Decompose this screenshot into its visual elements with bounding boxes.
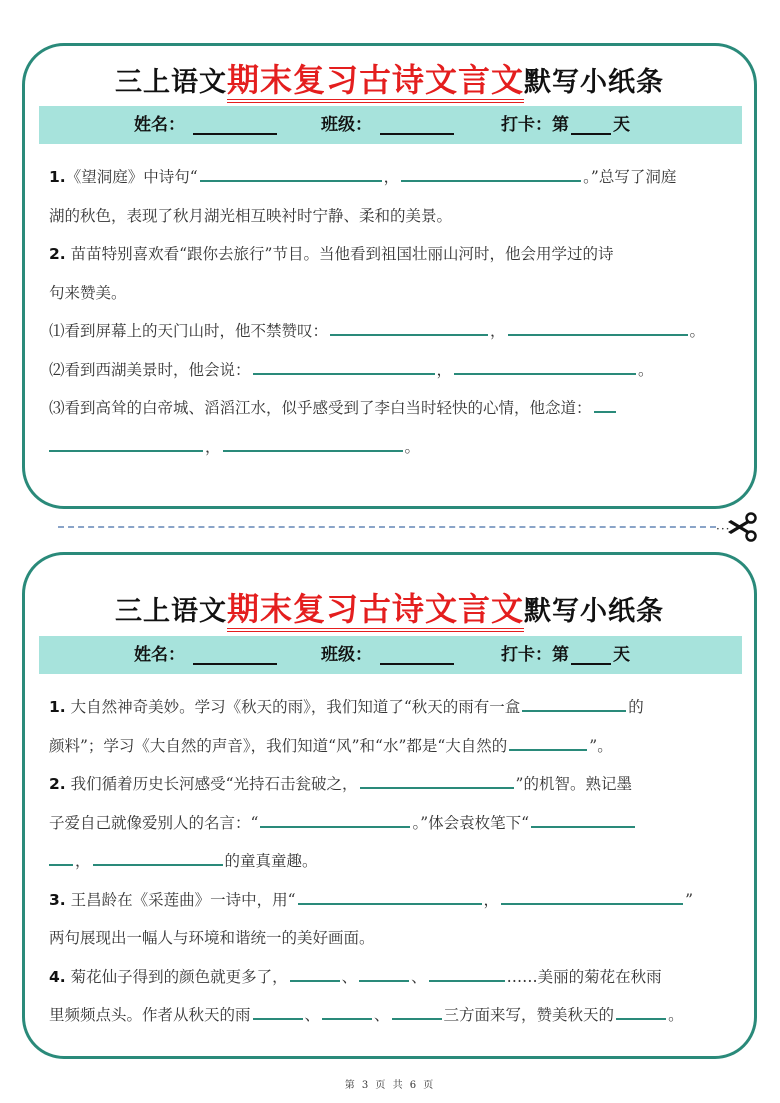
question-1-line-1 xyxy=(49,688,730,727)
question-text: ⑵看到西湖美景时，他会说： xyxy=(49,360,251,379)
answer-blank[interactable] xyxy=(509,733,587,751)
checkin-suffix: 天 xyxy=(613,645,630,665)
student-info-bar xyxy=(39,106,742,144)
card-1-questions xyxy=(49,158,730,466)
question-text: 里频频点头。作者从秋天的雨 xyxy=(49,1006,251,1024)
question-text: ……美丽的菊花在秋雨 xyxy=(506,967,662,986)
punctuation: ， xyxy=(75,852,91,870)
question-text: 苗苗特别喜欢看“跟你去旅行”节目。当他看到祖国壮丽山河时，他会用学过的诗 xyxy=(65,245,614,263)
punctuation: ， xyxy=(483,890,500,909)
punctuation: ， xyxy=(490,322,506,340)
punctuation: 、 xyxy=(341,967,358,986)
answer-blank[interactable] xyxy=(454,357,636,375)
answer-blank[interactable] xyxy=(359,964,409,982)
question-text: ⑴看到屏幕上的天门山时，他不禁赞叹： xyxy=(49,322,329,340)
page-number: 第 3 页 共 6 页 xyxy=(344,1080,436,1091)
answer-blank[interactable] xyxy=(253,357,435,375)
answer-blank[interactable] xyxy=(253,1002,303,1020)
answer-blank[interactable] xyxy=(392,1002,442,1020)
punctuation: ， xyxy=(205,437,221,456)
checkin-field xyxy=(501,645,630,665)
question-2-line-3 xyxy=(49,842,730,881)
student-info-bar xyxy=(39,636,742,674)
name-blank[interactable] xyxy=(193,117,277,135)
card-2-questions xyxy=(49,688,730,1035)
question-number: 1. xyxy=(49,168,66,186)
card-title xyxy=(25,60,754,103)
answer-blank[interactable] xyxy=(93,848,223,866)
answer-blank[interactable] xyxy=(330,318,488,336)
class-label: 班级： xyxy=(321,645,372,665)
question-number: 1. xyxy=(49,698,66,716)
question-1-line-2: 湖的秋色，表现了秋月湖光相互映衬时宁静、柔和的美景。 xyxy=(49,206,453,225)
answer-blank[interactable] xyxy=(49,434,203,452)
punctuation: 。 xyxy=(689,322,706,340)
question-2-sub-2 xyxy=(49,351,730,390)
question-number: 4. xyxy=(49,967,66,986)
answer-blank[interactable] xyxy=(200,164,382,182)
punctuation: 。 xyxy=(404,437,421,456)
cut-dots: ··· xyxy=(716,522,731,536)
question-text: ”。 xyxy=(589,736,613,755)
answer-blank[interactable] xyxy=(290,964,340,982)
title-prefix: 三上语文 xyxy=(114,596,227,627)
title-suffix: 默写小纸条 xyxy=(524,67,664,98)
checkin-suffix: 天 xyxy=(613,115,630,135)
question-text: 大自然神奇美妙。学习《秋天的雨》，我们知道了“秋天的雨有一盒 xyxy=(65,698,521,716)
checkin-label: 打卡：第 xyxy=(501,645,569,665)
scissors-icon xyxy=(726,512,758,542)
question-text: 我们循着历史长河感受“光持石击瓮破之， xyxy=(65,775,358,793)
day-blank[interactable] xyxy=(571,647,611,665)
question-text: 颜料”；学习《大自然的声音》，我们知道“风”和“水”都是“大自然的 xyxy=(49,736,508,755)
name-label: 姓名： xyxy=(134,645,185,665)
checkin-field xyxy=(501,115,630,135)
punctuation: 、 xyxy=(374,1006,390,1024)
question-4-line-1 xyxy=(49,958,730,997)
worksheet-card-2 xyxy=(22,552,757,1059)
question-3-line-2: 两句展现出一幅人与环境和谐统一的美好画面。 xyxy=(49,929,375,947)
question-text: ”的机智。熟记墨 xyxy=(515,775,632,793)
question-text: 王昌龄在《采莲曲》一诗中，用“ xyxy=(65,890,296,909)
punctuation: 。 xyxy=(638,360,654,379)
class-label: 班级： xyxy=(321,115,372,135)
class-blank[interactable] xyxy=(380,117,454,135)
name-field xyxy=(134,115,277,135)
question-text: ⑶看到高耸的白帝城、滔滔江水，似乎感受到了李白当时轻快的心情，他念道： xyxy=(49,399,592,417)
day-blank[interactable] xyxy=(571,117,611,135)
question-2-sub-3-cont xyxy=(49,428,730,467)
title-highlight: 期末复习古诗文言文 xyxy=(227,61,524,103)
question-2-line-1 xyxy=(49,765,730,804)
card-title xyxy=(25,589,754,632)
question-number: 2. xyxy=(49,245,66,263)
punctuation: 、 xyxy=(411,967,427,986)
question-text: 三方面来写，赞美秋天的 xyxy=(443,1006,615,1024)
answer-blank[interactable] xyxy=(322,1002,372,1020)
answer-blank[interactable] xyxy=(223,434,403,452)
answer-blank[interactable] xyxy=(501,887,683,905)
title-prefix: 三上语文 xyxy=(114,67,227,98)
punctuation: 、 xyxy=(304,1006,321,1024)
punctuation: ” xyxy=(685,890,693,909)
answer-blank[interactable] xyxy=(401,164,581,182)
question-text: 的童真童趣。 xyxy=(224,852,318,870)
answer-blank[interactable] xyxy=(260,810,410,828)
question-text: 。”体会袁枚笔下“ xyxy=(412,813,530,832)
question-text: 的 xyxy=(628,698,644,716)
question-1-line-1 xyxy=(49,158,730,197)
answer-blank[interactable] xyxy=(49,848,73,866)
answer-blank[interactable] xyxy=(594,395,616,413)
answer-blank[interactable] xyxy=(531,810,635,828)
class-blank[interactable] xyxy=(380,647,454,665)
question-number: 3. xyxy=(49,890,66,909)
title-suffix: 默写小纸条 xyxy=(524,596,664,627)
question-2-line-1 xyxy=(49,235,730,274)
question-1-line-2 xyxy=(49,727,730,766)
cut-dashed-line xyxy=(58,526,716,528)
name-field xyxy=(134,645,277,665)
class-field xyxy=(321,115,454,135)
question-number: 2. xyxy=(49,775,66,793)
name-blank[interactable] xyxy=(193,647,277,665)
answer-blank[interactable] xyxy=(298,887,482,905)
question-4-line-2 xyxy=(49,996,730,1035)
worksheet-card-1 xyxy=(22,43,757,509)
punctuation: ， xyxy=(383,168,400,186)
answer-blank[interactable] xyxy=(360,771,514,789)
answer-blank[interactable] xyxy=(522,694,626,712)
question-text: 。”总写了洞庭 xyxy=(583,168,677,186)
question-text: 子爱自己就像爱别人的名言：“ xyxy=(49,813,259,832)
answer-blank[interactable] xyxy=(508,318,688,336)
question-3-line-1 xyxy=(49,881,730,920)
answer-blank[interactable] xyxy=(429,964,505,982)
question-2-sub-3 xyxy=(49,389,730,428)
punctuation: ， xyxy=(436,360,453,379)
question-2-line-2: 句来赞美。 xyxy=(49,283,127,302)
class-field xyxy=(321,645,454,665)
name-label: 姓名： xyxy=(134,115,185,135)
question-text: 《望洞庭》中诗句“ xyxy=(65,168,198,186)
checkin-label: 打卡：第 xyxy=(501,115,569,135)
question-2-sub-1 xyxy=(49,312,730,351)
punctuation: 。 xyxy=(668,1006,684,1024)
question-2-line-2 xyxy=(49,804,730,843)
question-text: 菊花仙子得到的颜色就更多了， xyxy=(65,967,288,986)
answer-blank[interactable] xyxy=(616,1002,666,1020)
title-highlight: 期末复习古诗文言文 xyxy=(227,590,524,632)
